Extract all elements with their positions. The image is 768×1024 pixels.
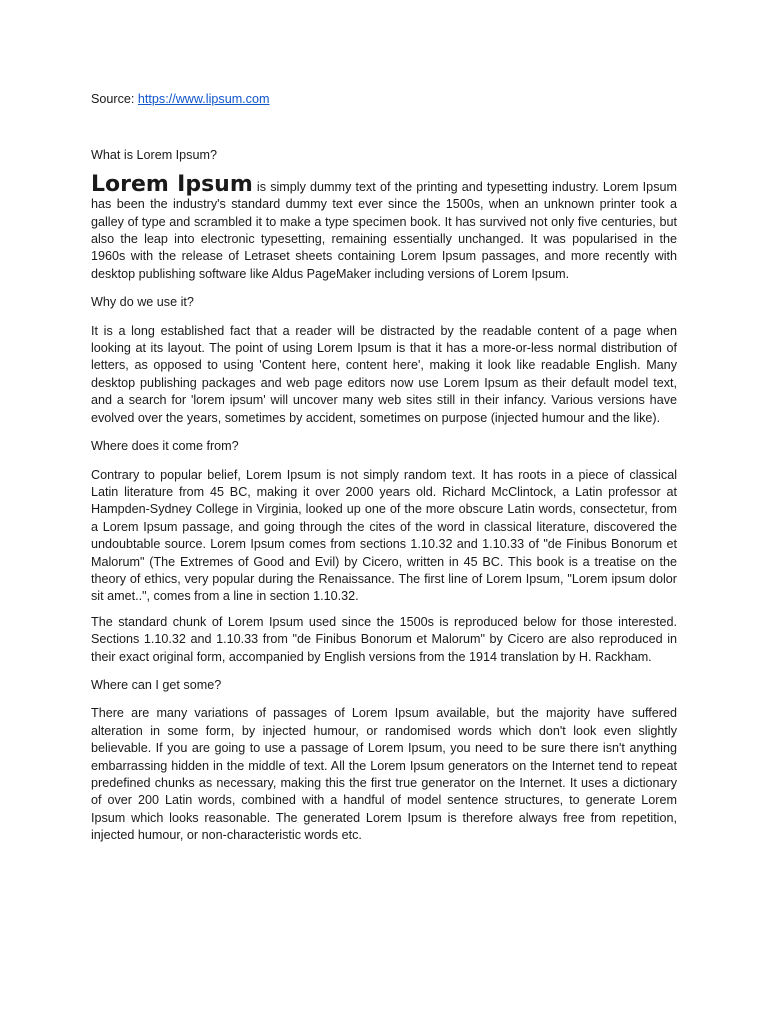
heading-why-do-we-use-it: Why do we use it? (91, 295, 194, 310)
paragraph-why-do-we-use-it: It is a long established fact that a reader will be distracted by the readable content of a page when looking at its layout. The point of using Lorem Ipsum is that it has a more-or-less normal distribution of letters, as opposed to using 'Content here, content here', making it look like readable English. Many desktop publishing packages and web page editors now use Lorem Ipsum as their default model text, and a search for 'lorem ipsum' will uncover many web sites still in their infancy. Various versions have evolved over the years, sometimes by accident, sometimes on purpose (injected humour and the like). (91, 323, 677, 425)
source-line (91, 91, 677, 108)
source-link[interactable]: https://www.lipsum.com (137, 92, 270, 106)
paragraph-where-from-2: The standard chunk of Lorem Ipsum used since the 1500s is reproduced below for those interested. Sections 1.10.32 and 1.10.33 from "de Finibus Bonorum et Malorum" by Cicero are also reproduced in their exact original form, accompanied by English versions from the 1914 translation by H. Rackham. (91, 614, 677, 664)
paragraph-what-body: is simply dummy text of the printing and typesetting industry. Lorem Ipsum has been the industry's standard dummy text ever since the 1500s, when an unknown printer took a galley of type and scrambled it to make a type specimen book. It has survived not only five centuries, but also the leap into electronic typesetting, remaining essentially unchanged. It was popularised in the 1960s with the release of Letraset sheets containing Lorem Ipsum passages, and more recently with desktop publishing software like Aldus PageMaker including versions of Lorem Ipsum. (91, 179, 677, 281)
heading-where-can-i-get-some: Where can I get some? (91, 677, 222, 692)
paragraph-where-from-1: Contrary to popular belief, Lorem Ipsum is not simply random text. It has roots in a piece of classical Latin literature from 45 BC, making it over 2000 years old. Richard McClintock, a Latin professor at Hampden-Sydney College in Virginia, looked up one of the more obscure Latin words, consectetur, from a Lorem Ipsum passage, and going through the cites of the word in classical literature, discovered the undoubtable source. Lorem Ipsum comes from sections 1.10.32 and 1.10.33 of "de Finibus Bonorum et Malorum" (The Extremes of Good and Evil) by Cicero, written in 45 BC. This book is a treatise on the theory of ethics, very popular during the Renaissance. The first line of Lorem Ipsum, "Lorem ipsum dolor sit amet..", comes from a line in section 1.10.32. (91, 467, 677, 604)
paragraph-where-can-i-get-some: There are many variations of passages of Lorem Ipsum available, but the majority have suffered alteration in some form, by injected humour, or randomised words which don't look even slightly believable. If you are going to use a passage of Lorem Ipsum, you need to be sure there isn't anything embarrassing hidden in the middle of text. All the Lorem Ipsum generators on the Internet tend to repeat predefined chunks as necessary, making this the first true generator on the Internet. It uses a dictionary of over 200 Latin words, combined with a handful of model sentence structures, to generate Lorem Ipsum which looks reasonable. The generated Lorem Ipsum is therefore always free from repetition, injected humour, or non-characteristic words etc. (91, 706, 677, 843)
source-label: Source: (91, 92, 138, 106)
heading-where-does-it-come-from: Where does it come from? (91, 439, 239, 454)
heading-what-is-lorem-ipsum: What is Lorem Ipsum? (91, 148, 217, 163)
lead-lorem-ipsum: Lorem Ipsum (91, 171, 253, 197)
paragraph-what-is-lorem-ipsum (91, 171, 677, 283)
document-page (91, 91, 677, 845)
